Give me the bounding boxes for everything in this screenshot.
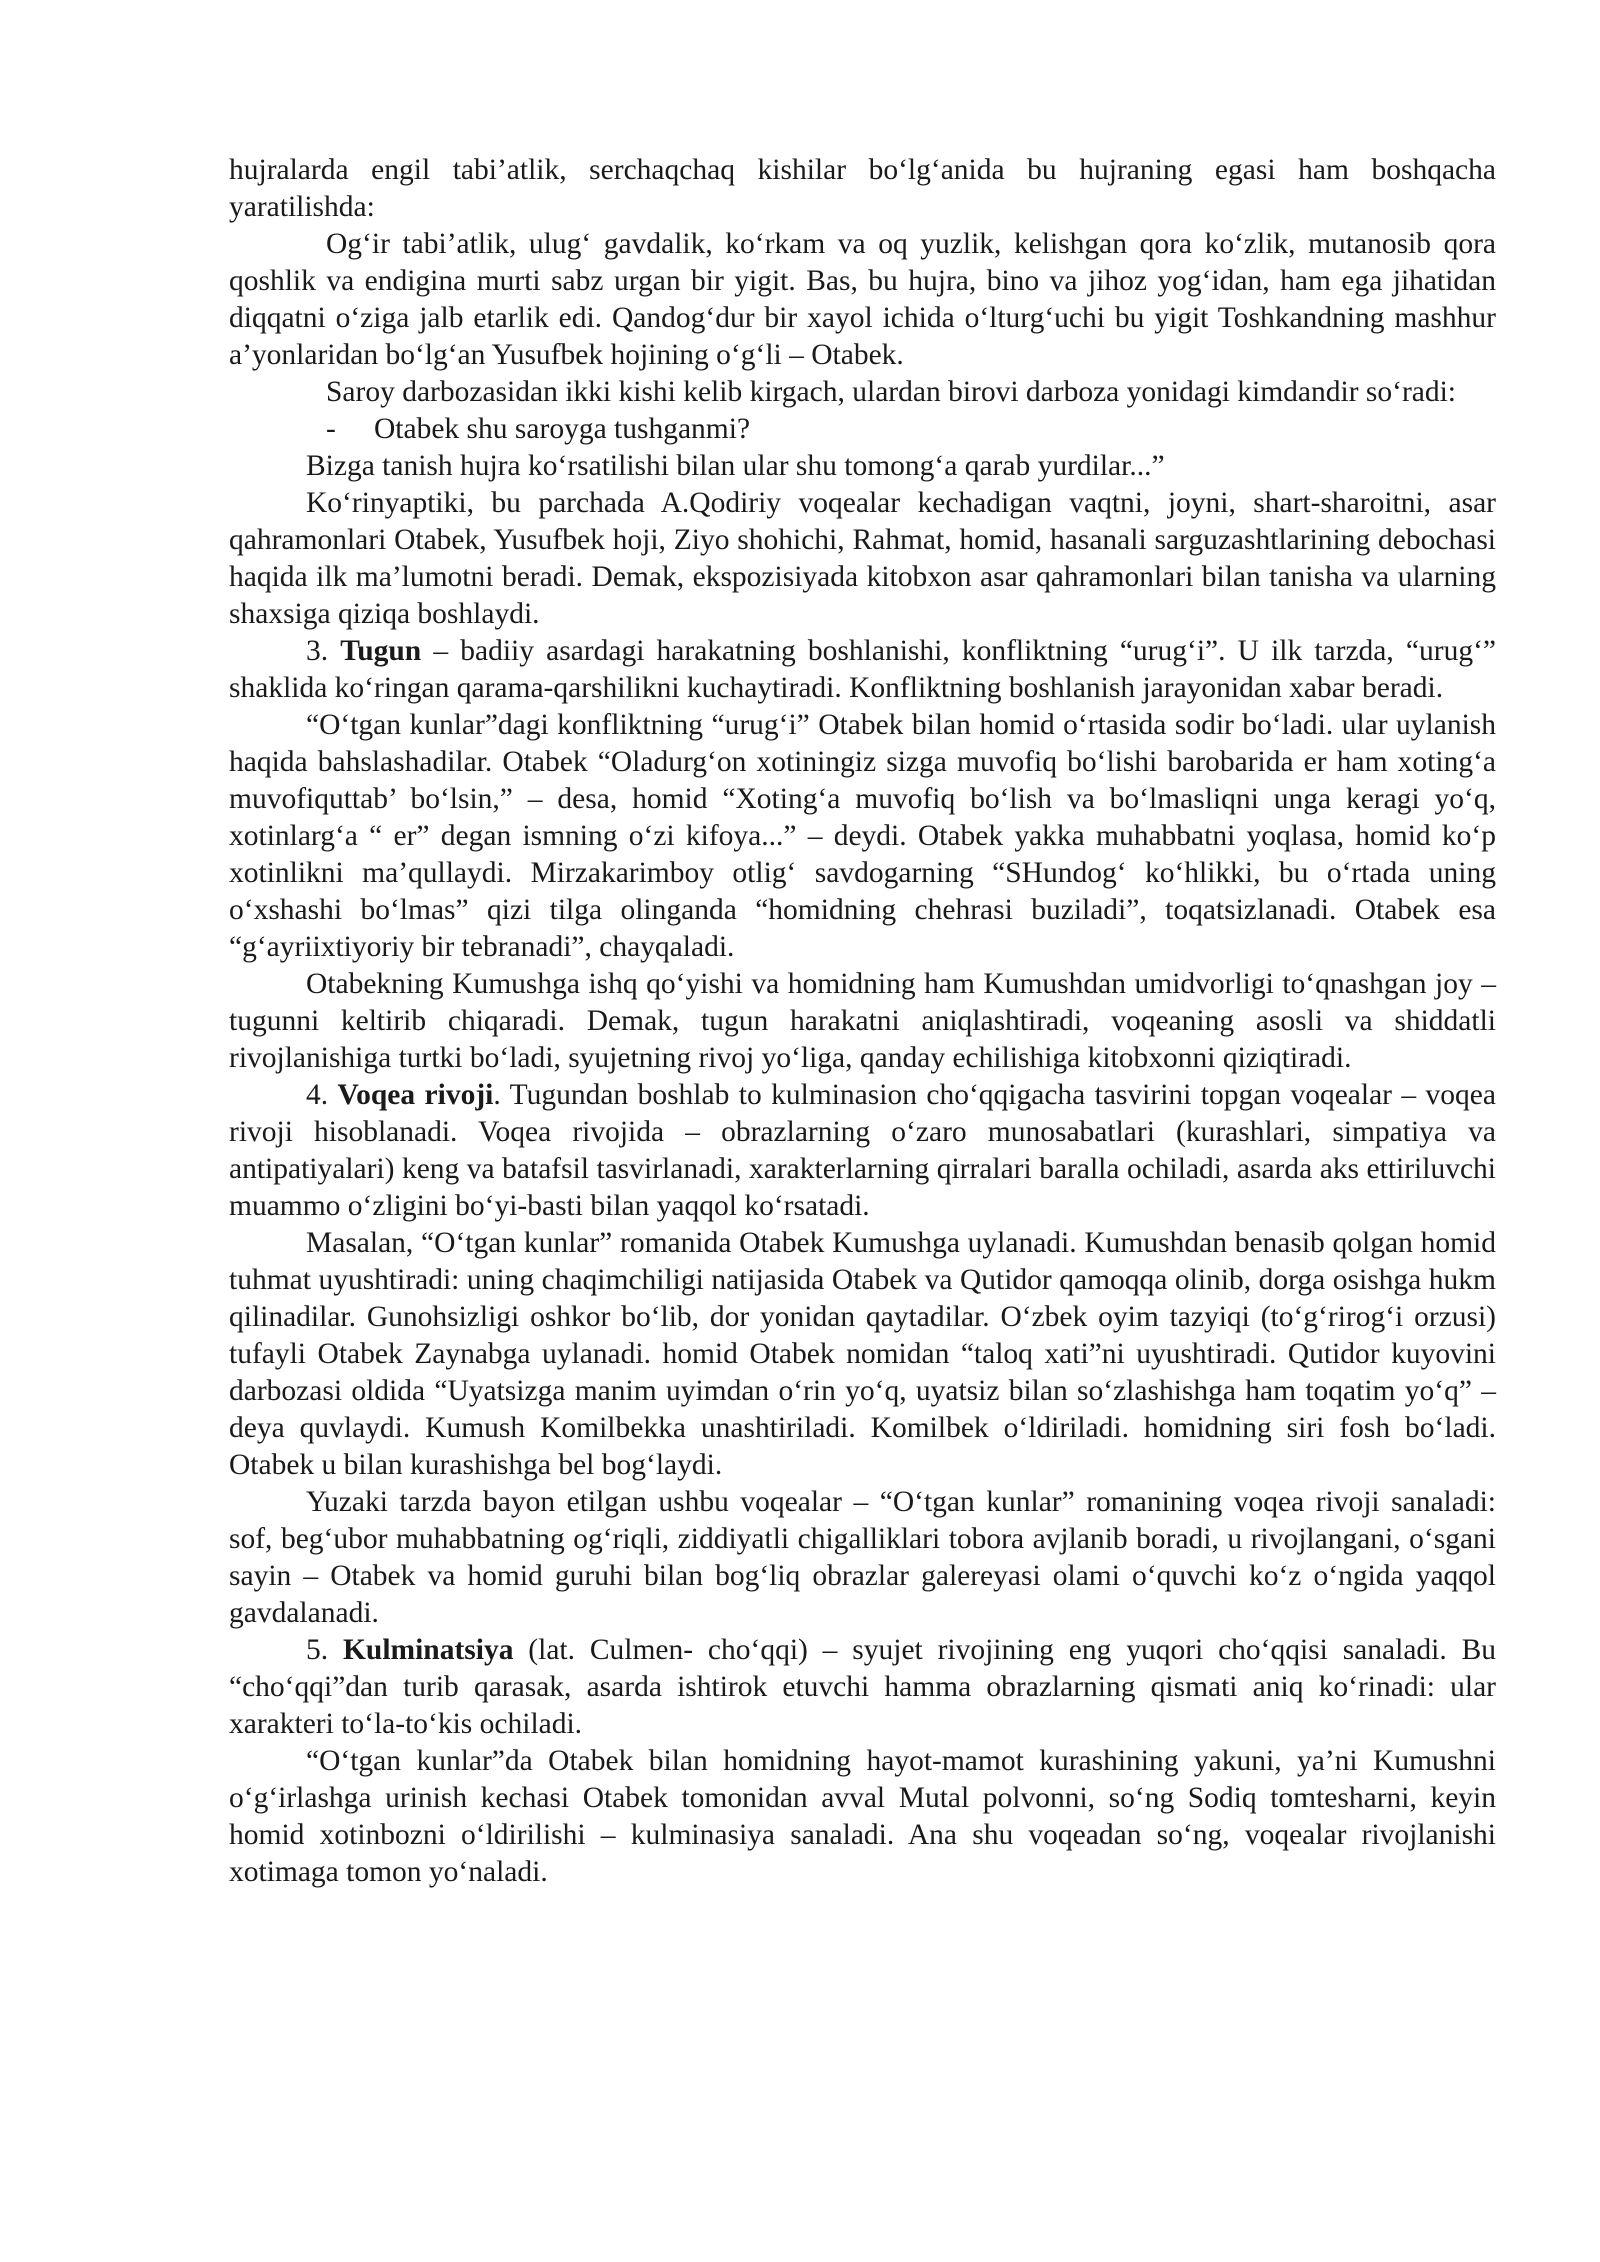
- paragraph-quote-hero: Og‘ir tabi’atlik, ulug‘ gavdalik, ko‘rkam va oq yuzlik, kelishgan qora ko‘zlik, mutanosib qora qoshlik va endigina murti sabz urgan bir yigit. Bas, bu hujra, bino va jihoz yog‘idan, ham ega jihatidan diqqatni o‘ziga jalb etarlik edi. Qandog‘dur bir xayol ichida o‘lturg‘uchi bu yigit Toshkandning mashhur a’yonlaridan bo‘lg‘an Yusufbek hojining o‘g‘li – Otabek.: [229, 228, 1496, 371]
- paragraph-tugun-summary: Otabekning Kumushga ishq qo‘yishi va homidning ham Kumushdan umidvorligi to‘qnashgan joy – tugunni keltirib chiqaradi. Demak, tugun harakatni aniqlashtiradi, voqeaning asosli va shiddatli rivojlanishiga turtki bo‘ladi, syujetning rivoj yo‘liga, qanday echilishiga kitobxonni qiziqtiradi.: [229, 968, 1496, 1074]
- paragraph-kulminatsiya: [229, 1632, 1496, 1743]
- paragraph-conflict-example: “O‘tgan kunlar”dagi konfliktning “urug‘i” Otabek bilan homid o‘rtasida sodir bo‘ladi. ular uylanish haqida bahslashadilar. Otabek “Oladurg‘on xotiningiz sizga muvofiq bo‘lishi barobarida er ham xoting‘a muvofiquttab’ bo‘lsin,” – desa, homid “Xoting‘a muvofiq bo‘lish va bo‘lmasliqni unga keragi yo‘q, xotinlarg‘a “ er” degan ismning o‘zi kifoya...” – deydi. Otabek yakka muhabbatni yoqlasa, homid ko‘p xotinlikni ma’qullaydi. Mirzakarimboy otlig‘ savdogarning “SHundog‘ ko‘hlikki, bu o‘rtada uning o‘xshashi bo‘lmas” qizi tilga olinganda “homidning chehrasi buziladi”, toqatsizlanadi. Otabek esa “g‘ayriixtiyoriy bir tebranadi”, chayqaladi.: [229, 709, 1496, 963]
- dialogue-dash: -: [326, 413, 336, 445]
- voqea-rivoji-definition: . Tugundan boshlab to kulminasion cho‘qqigacha tasvirini topgan voqealar – voqea rivoji hisoblanadi. Voqea rivojida – obrazlarning o‘zaro munosabatlari (kurashlari, simpatiya va antipatiyalari) keng va batafsil tasvirlanadi, xarakterlarning qirralari baralla ochiladi, asarda aks ettiriluvchi muammo o‘zligini bo‘yi-basti bilan yaqqol ko‘rsatadi.: [229, 1079, 1496, 1222]
- term-voqea-rivoji: Voqea rivoji: [337, 1079, 494, 1111]
- paragraph-climax-example: “O‘tgan kunlar”da Otabek bilan homidning hayot-mamot kurashining yakuni, ya’ni Kumushni o‘g‘irlashga urinish kechasi Otabek tomonidan avval Mutal polvonni, so‘ng Sodiq tomtesharni, keyin homid xotinbozni o‘ldirilishi – kulminasiya sanaladi. Ana shu voqeadan so‘ng, voqealar rivojlanishi xotimaga tomon yo‘naladi.: [229, 1745, 1496, 1888]
- dialogue-line: [229, 411, 1496, 448]
- item-number: 5.: [306, 1634, 329, 1666]
- dialogue-text: Otabek shu saroyga tushganmi?: [374, 413, 751, 445]
- paragraph-exposition-summary: Ko‘rinyaptiki, bu parchada A.Qodiriy voqealar kechadigan vaqtni, joyni, shart-sharoitni, asar qahramonlari Otabek, Yusufbek hoji, Ziyo shohichi, Rahmat, homid, hasanali sarguzashtlarining debochasi haqida ilk ma’lumotni beradi. Demak, ekspozisiyada kitobxon asar qahramonlari bilan tanisha va ularning shaxsiga qiziqa boshlaydi.: [229, 487, 1496, 630]
- term-tugun: Tugun: [340, 635, 422, 667]
- item-number: 3.: [306, 635, 329, 667]
- paragraph-quote-gate: Saroy darbozasidan ikki kishi kelib kirgach, ulardan birovi darboza yonidagi kimdandir so‘radi:: [326, 376, 1457, 408]
- item-number: 4.: [306, 1079, 329, 1111]
- kulminatsiya-definition: (lat. Culmen- cho‘qqi) – syujet rivojining eng yuqori cho‘qqisi sanaladi. Bu “cho‘qqi”dan turib qarasak, asarda ishtirok etuvchi hamma obrazlarning qismati aniq ko‘rinadi: ular xarakteri to‘la-to‘kis ochiladi.: [229, 1634, 1496, 1740]
- paragraph-quote-end: Bizga tanish hujra ko‘rsatilishi bilan ular shu tomong‘a qarab yurdilar...”: [306, 450, 1165, 482]
- tugun-definition: – badiiy asardagi harakatning boshlanishi, konfliktning “urug‘i”. U ilk tarzda, “urug‘” shaklida ko‘ringan qarama-qarshilikni kuchaytiradi. Konfliktning boshlanish jarayonidan xabar beradi.: [229, 635, 1497, 704]
- paragraph-novel-example: Masalan, “O‘tgan kunlar” romanida Otabek Kumushga uylanadi. Kumushdan benasib qolgan homid tuhmat uyushtiradi: uning chaqimchiligi natijasida Otabek va Qutidor qamoqqa olinib, dorga osishga hukm qilinadilar. Gunohsizligi oshkor bo‘lib, dor yonidan qaytadilar. O‘zbek oyim tazyiqi (to‘g‘rirog‘i orzusi) tufayli Otabek Zaynabga uylanadi. homid Otabek nomidan “taloq xati”ni uyushtiradi. Qutidor kuyovini darbozasi oldida “Uyatsizga manim uyimdan o‘rin yo‘q, uyatsiz bilan so‘zlashishga ham toqatim yo‘q” – deya quvlaydi. Kumush Komilbekka unashtiriladi. Komilbek o‘ldiriladi. homidning siri fosh bo‘ladi. Otabek u bilan kurashishga bel bog‘laydi.: [229, 1227, 1496, 1481]
- paragraph-voqea-rivoji: [229, 1077, 1496, 1225]
- document-page: [229, 152, 1496, 1891]
- paragraph-development-summary: Yuzaki tarzda bayon etilgan ushbu voqealar – “O‘tgan kunlar” romanining voqea rivoji sanaladi: sof, beg‘ubor muhabbatning og‘riqli, ziddiyatli chigalliklari tobora avjlanib boradi, u rivojlangani, o‘sgani sayin – Otabek va homid guruhi bilan bog‘liq obrazlar galereyasi olami o‘quvchi ko‘z o‘ngida yaqqol gavdalanadi.: [229, 1486, 1496, 1629]
- paragraph-opening: hujralarda engil tabi’atlik, serchaqchaq kishilar bo‘lg‘anida bu hujraning egasi ham boshqacha yaratilishda:: [229, 154, 1496, 223]
- term-kulminatsiya: Kulminatsiya: [342, 1634, 514, 1666]
- paragraph-tugun: [229, 633, 1496, 707]
